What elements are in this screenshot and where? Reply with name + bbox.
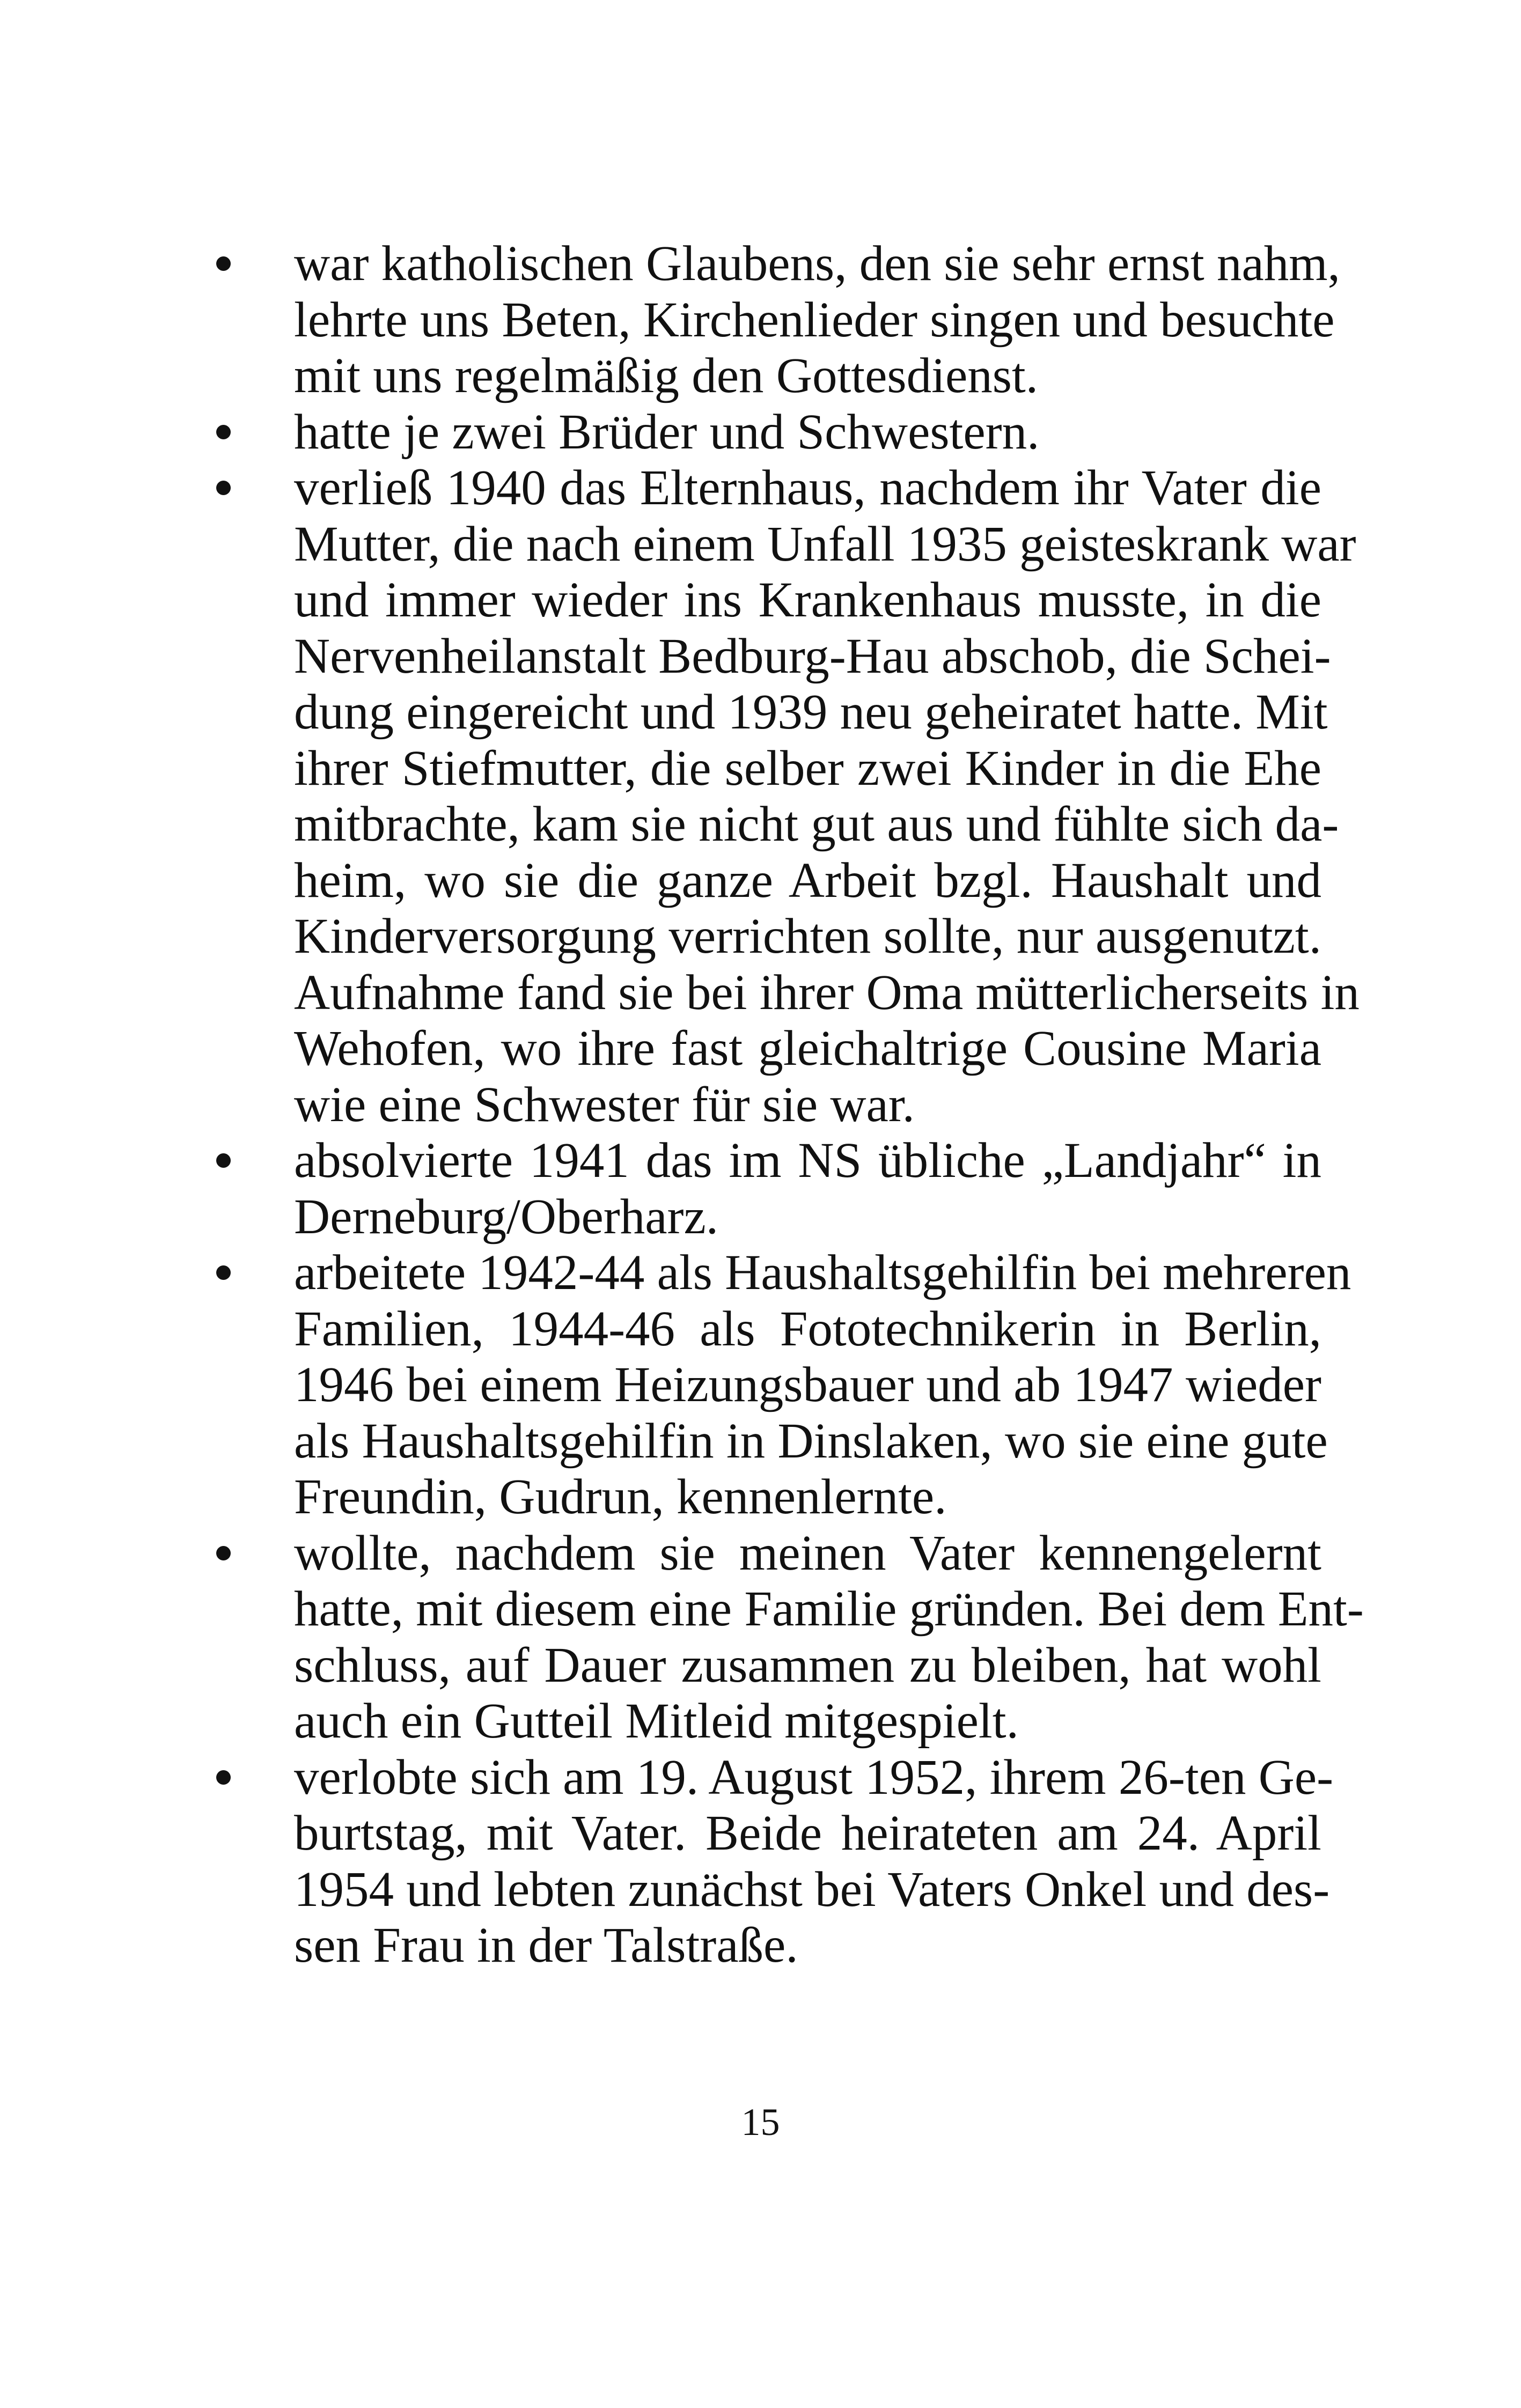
bullet-dot-icon: [216, 1153, 231, 1168]
text-line: Wehofen, wo ihre fast gleichaltrige Cousine Maria: [294, 1021, 1321, 1076]
text-line: wie eine Schwester für sie war.: [294, 1077, 915, 1132]
text-line: absolvierte 1941 das im NS übliche „Landjahr“ in: [294, 1133, 1321, 1188]
text-line: Aufnahme fand sie bei ihrer Oma mütterlicherseits in: [294, 964, 1360, 1020]
bullet-item-engagement: [212, 1749, 1334, 1974]
text-line: Kinderversorgung verrichten sollte, nur ausgenutzt.: [294, 909, 1321, 964]
text-line: verlobte sich am 19. August 1952, ihrem 26-ten Ge-: [294, 1749, 1334, 1805]
text-line: 1946 bei einem Heizungsbauer und ab 1947 wieder: [294, 1357, 1321, 1412]
bullet-item-leaving-home: [212, 460, 1360, 1133]
text-line: heim, wo sie die ganze Arbeit bzgl. Haushalt und: [294, 852, 1321, 908]
text-line: mit uns regelmäßig den Gottesdienst.: [294, 348, 1039, 403]
page-number: 15: [741, 2101, 780, 2144]
bullet-dot-icon: [216, 1546, 231, 1560]
text-line: hatte je zwei Brüder und Schwestern.: [294, 404, 1040, 460]
text-line: verließ 1940 das Elternhaus, nachdem ihr Vater die: [294, 460, 1321, 516]
bullet-item-siblings: [212, 404, 1321, 461]
biography-bullet-list: [212, 236, 1364, 1974]
text-line: burtstag, mit Vater. Beide heirateten am 24. April: [294, 1806, 1321, 1861]
bullet-dot-icon: [216, 481, 231, 495]
bullet-item-landjahr: [212, 1133, 1321, 1245]
text-line: Mutter, die nach einem Unfall 1935 geisteskrank war: [294, 516, 1356, 572]
text-line: auch ein Gutteil Mitleid mitgespielt.: [294, 1693, 1019, 1749]
bullet-dot-icon: [216, 425, 231, 439]
bullet-item-family-decision: [212, 1525, 1364, 1750]
bullet-dot-icon: [216, 1265, 231, 1280]
text-line: schluss, auf Dauer zusammen zu bleiben, hat wohl: [294, 1637, 1321, 1693]
text-line: wollte, nachdem sie meinen Vater kennengelernt: [294, 1525, 1321, 1581]
bullet-dot-icon: [216, 256, 231, 271]
bullet-dot-icon: [216, 1770, 231, 1785]
text-line: und immer wieder ins Krankenhaus musste, in die: [294, 572, 1321, 628]
text-line: sen Frau in der Talstraße.: [294, 1918, 798, 1973]
text-line: ihrer Stiefmutter, die selber zwei Kinder in die Ehe: [294, 740, 1321, 796]
text-line: Nervenheilanstalt Bedburg-Hau abschob, die Schei-: [294, 628, 1331, 684]
text-line: Derneburg/Oberharz.: [294, 1189, 718, 1244]
text-line: war katholischen Glaubens, den sie sehr ernst nahm,: [294, 236, 1340, 291]
text-line: Familien, 1944-46 als Fototechnikerin in Berlin,: [294, 1301, 1321, 1357]
text-line: Freundin, Gudrun, kennenlernte.: [294, 1469, 947, 1525]
text-line: arbeitete 1942-44 als Haushaltsgehilfin bei mehreren: [294, 1245, 1351, 1300]
text-line: mitbrachte, kam sie nicht gut aus und fühlte sich da-: [294, 797, 1339, 852]
text-line: 1954 und lebten zunächst bei Vaters Onkel und des-: [294, 1861, 1330, 1917]
text-line: hatte, mit diesem eine Familie gründen. Bei dem Ent-: [294, 1581, 1364, 1637]
text-line: dung eingereicht und 1939 neu geheiratet hatte. Mit: [294, 684, 1328, 740]
bullet-item-work-history: [212, 1245, 1351, 1526]
text-line: als Haushaltsgehilfin in Dinslaken, wo sie eine gute: [294, 1413, 1328, 1469]
text-line: lehrte uns Beten, Kirchenlieder singen und besuchte: [294, 292, 1335, 348]
bullet-item-faith: [212, 236, 1340, 404]
